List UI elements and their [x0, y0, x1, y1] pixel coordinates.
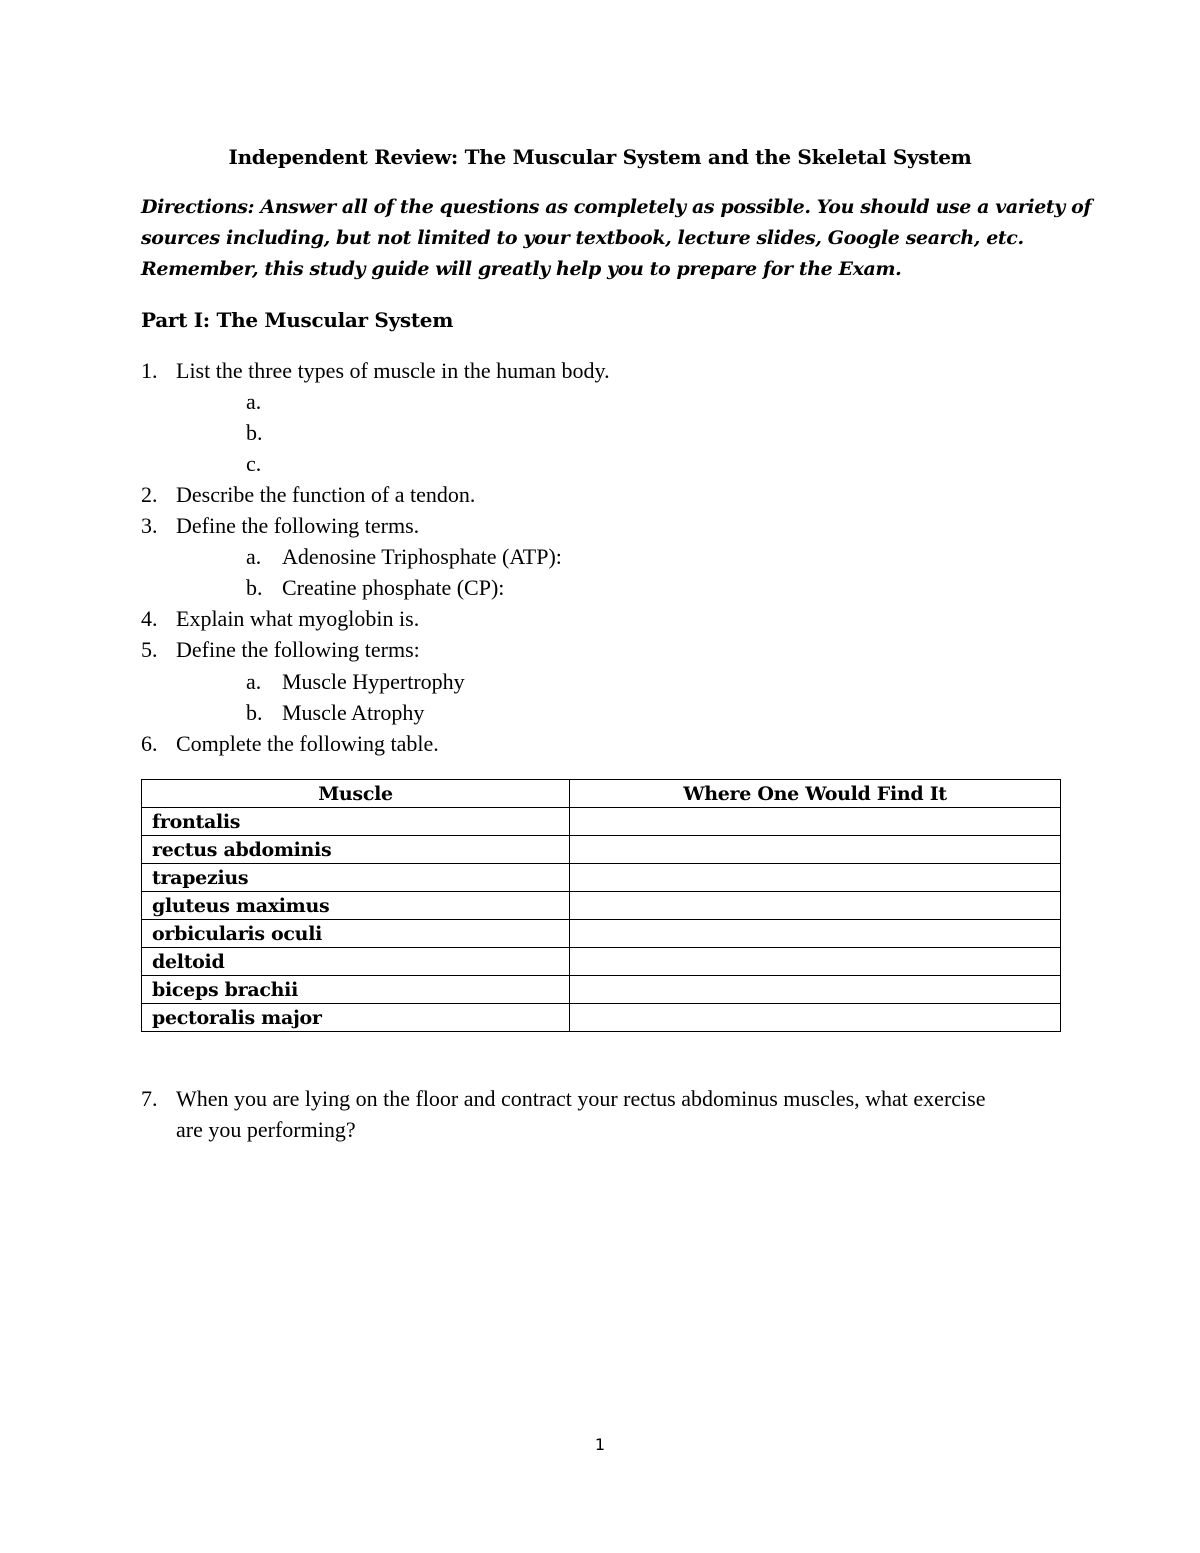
question-text-line: When you are lying on the floor and contract your rectus abdominus muscles, what exercise [176, 1086, 986, 1111]
location-answer-cell [570, 892, 1061, 920]
table-row [142, 864, 1061, 892]
subitem-text: Muscle Atrophy [282, 700, 425, 725]
question-text-line: are you performing? [176, 1117, 356, 1142]
table-row [142, 1004, 1061, 1032]
question-text: Complete the following table. [176, 731, 439, 756]
subitem-letter: a. [246, 669, 262, 694]
location-answer-cell [570, 864, 1061, 892]
page-number: 1 [594, 1435, 606, 1454]
question-text: Describe the function of a tendon. [176, 482, 476, 507]
subitem-letter: c. [246, 451, 262, 476]
muscle-name-cell: orbicularis oculi [142, 920, 570, 948]
muscle-name-cell: trapezius [142, 864, 570, 892]
table-row [142, 920, 1061, 948]
question-number: 5. [141, 637, 158, 662]
table-row [142, 836, 1061, 864]
subitem-letter: b. [246, 575, 263, 600]
subitem-letter: a. [246, 544, 262, 569]
location-answer-cell [570, 920, 1061, 948]
directions-line: Directions: Answer all of the questions as completely as possible. You should use a variety of [141, 196, 1092, 218]
subitem-text: Adenosine Triphosphate (ATP): [282, 544, 562, 569]
question-number: 7. [141, 1086, 158, 1111]
question-text: List the three types of muscle in the human body. [176, 358, 610, 383]
subitem-text: Muscle Hypertrophy [282, 669, 465, 694]
question-number: 4. [141, 606, 158, 631]
table-row [142, 976, 1061, 1004]
muscle-name-cell: rectus abdominis [142, 836, 570, 864]
question-text: Explain what myoglobin is. [176, 606, 420, 631]
column-header-muscle: Muscle [142, 780, 570, 808]
muscle-location-table [141, 779, 1061, 1032]
muscle-name-cell: gluteus maximus [142, 892, 570, 920]
table-row [142, 948, 1061, 976]
subitem-letter: a. [246, 389, 262, 414]
part-heading: Part I: The Muscular System [141, 308, 454, 332]
muscle-name-cell: biceps brachii [142, 976, 570, 1004]
directions-line: sources including, but not limited to your textbook, lecture slides, Google search, etc. [141, 227, 1024, 249]
muscle-name-cell: pectoralis major [142, 1004, 570, 1032]
question-number: 3. [141, 513, 158, 538]
location-answer-cell [570, 836, 1061, 864]
location-answer-cell [570, 976, 1061, 1004]
question-number: 6. [141, 731, 158, 756]
question-text: Define the following terms: [176, 637, 420, 662]
table-header-row [142, 780, 1061, 808]
directions-line: Remember, this study guide will greatly help you to prepare for the Exam. [141, 258, 902, 280]
question-number: 1. [141, 358, 158, 383]
location-answer-cell [570, 948, 1061, 976]
question-text: Define the following terms. [176, 513, 420, 538]
location-answer-cell [570, 808, 1061, 836]
question-number: 2. [141, 482, 158, 507]
subitem-letter: b. [246, 420, 263, 445]
table-row [142, 892, 1061, 920]
directions-paragraph [141, 192, 1092, 285]
location-answer-cell [570, 1004, 1061, 1032]
muscle-name-cell: frontalis [142, 808, 570, 836]
subitem-text: Creatine phosphate (CP): [282, 575, 505, 600]
column-header-location: Where One Would Find It [570, 780, 1061, 808]
subitem-letter: b. [246, 700, 263, 725]
document-title: Independent Review: The Muscular System and the Skeletal System [228, 145, 972, 169]
table-row [142, 808, 1061, 836]
muscle-name-cell: deltoid [142, 948, 570, 976]
